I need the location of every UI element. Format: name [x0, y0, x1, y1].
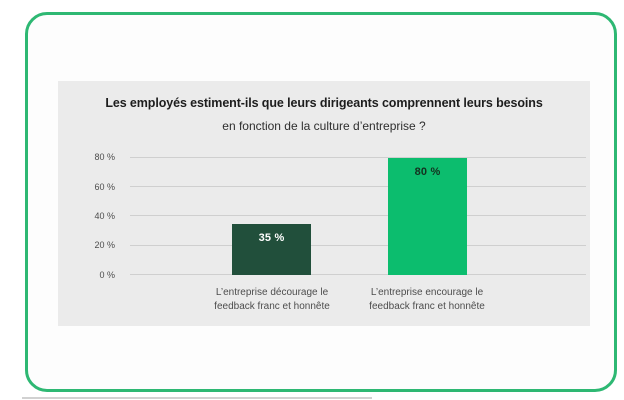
chart-panel	[58, 81, 590, 326]
y-axis-tick-label: 40 %	[94, 210, 115, 221]
x-axis-label-encourage: L’entreprise encourage le feedback franc et honnête	[369, 287, 485, 312]
bar-value-label: 80 %	[414, 165, 441, 178]
screen-edge-artifact	[22, 397, 372, 399]
gridline	[94, 152, 586, 163]
bar-value-label: 35 %	[258, 231, 285, 244]
y-axis-tick-label: 0 %	[99, 269, 115, 280]
gridline	[94, 210, 586, 221]
gridline	[99, 269, 586, 280]
chart-card	[25, 12, 617, 392]
plot-area	[94, 143, 586, 312]
bar-discourage	[232, 224, 311, 275]
gridline	[94, 181, 586, 192]
y-axis-tick-label: 20 %	[94, 240, 115, 251]
bar-encourage	[388, 158, 467, 275]
gridline	[94, 240, 586, 251]
y-axis-tick-label: 80 %	[94, 152, 115, 163]
x-axis-label-discourage: L’entreprise décourage le feedback franc et honnête	[214, 287, 330, 312]
chart-title: Les employés estiment-ils que leurs dirigeants comprennent leurs besoins	[105, 96, 543, 110]
chart-subtitle: en fonction de la culture d’entreprise ?	[222, 119, 426, 133]
y-axis-tick-label: 60 %	[94, 181, 115, 192]
